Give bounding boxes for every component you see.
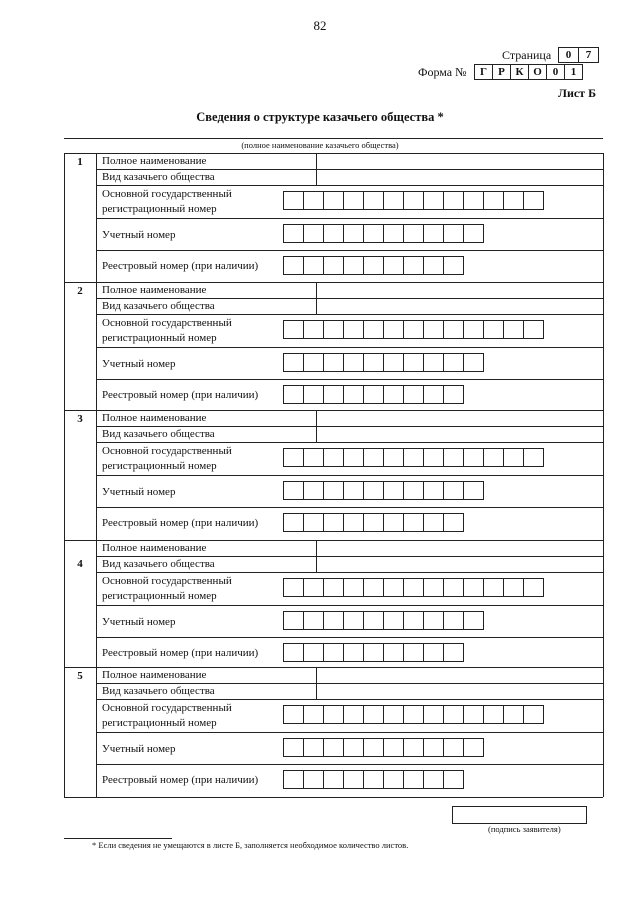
digit-box[interactable]: [343, 770, 364, 789]
row-separator: [96, 507, 603, 508]
digit-box[interactable]: [383, 353, 404, 372]
digit-box[interactable]: [363, 738, 384, 757]
footnote: * Если сведения не умещаются в листе Б, заполняется необходимое количество листов.: [92, 840, 409, 850]
digit-box[interactable]: [303, 770, 324, 789]
digit-box[interactable]: [403, 770, 424, 789]
digit-box[interactable]: [403, 320, 424, 339]
digit-box[interactable]: [383, 705, 404, 724]
digit-box[interactable]: [323, 770, 344, 789]
digit-box[interactable]: [443, 256, 464, 275]
digit-box[interactable]: [423, 224, 444, 243]
digit-box[interactable]: [303, 611, 324, 630]
row-separator: [96, 379, 603, 380]
ogrn-label: регистрационный номер: [102, 460, 217, 472]
digit-box[interactable]: [403, 578, 424, 597]
digit-box[interactable]: [423, 643, 444, 662]
digit-box[interactable]: [303, 448, 324, 467]
digit-box[interactable]: [283, 611, 304, 630]
ogrn-label: Основной государственный: [102, 575, 232, 587]
ogrn-label: регистрационный номер: [102, 332, 217, 344]
digit-box[interactable]: [463, 224, 484, 243]
digit-box[interactable]: [303, 191, 324, 210]
digit-box[interactable]: [363, 611, 384, 630]
digit-box[interactable]: [363, 385, 384, 404]
digit-box[interactable]: [463, 705, 484, 724]
account-number-boxes[interactable]: [283, 481, 484, 500]
digit-box[interactable]: [423, 481, 444, 500]
digit-box[interactable]: [423, 513, 444, 532]
digit-box[interactable]: [443, 320, 464, 339]
digit-box[interactable]: [323, 738, 344, 757]
full-name-field[interactable]: [317, 154, 602, 168]
page-number-cells: [558, 47, 599, 63]
ogrn-label: Основной государственный: [102, 188, 232, 200]
digit-box[interactable]: [323, 191, 344, 210]
registry-number-label: Реестровый номер (при наличии): [102, 389, 259, 401]
society-type-field[interactable]: [317, 427, 602, 441]
digit-box[interactable]: [423, 448, 444, 467]
account-number-boxes[interactable]: [283, 353, 484, 372]
digit-box[interactable]: [463, 353, 484, 372]
account-number-label: Учетный номер: [102, 486, 176, 498]
digit-box[interactable]: [283, 191, 304, 210]
ogrn-boxes[interactable]: [283, 578, 544, 597]
digit-box[interactable]: [343, 448, 364, 467]
digit-box[interactable]: [303, 738, 324, 757]
registry-number-label: Реестровый номер (при наличии): [102, 517, 259, 529]
registry-number-label: Реестровый номер (при наличии): [102, 260, 259, 272]
section-left-border: [64, 410, 65, 540]
digit-box[interactable]: [403, 448, 424, 467]
form-title: Сведения о структуре казачьего общества *: [196, 110, 444, 124]
digit-box[interactable]: [383, 320, 404, 339]
digit-box[interactable]: [443, 481, 464, 500]
digit-box[interactable]: [423, 256, 444, 275]
digit-box[interactable]: [283, 770, 304, 789]
digit-box[interactable]: [423, 385, 444, 404]
digit-box[interactable]: [323, 224, 344, 243]
society-type-label: Вид казачьего общества: [102, 685, 215, 697]
full-name-field[interactable]: [317, 541, 602, 555]
society-type-label: Вид казачьего общества: [102, 428, 215, 440]
digit-box[interactable]: [303, 578, 324, 597]
digit-box[interactable]: [283, 578, 304, 597]
registry-number-boxes[interactable]: [283, 770, 464, 789]
section-number: 3: [77, 413, 83, 425]
registry-number-boxes[interactable]: [283, 513, 464, 532]
digit-box[interactable]: [403, 738, 424, 757]
digit-box[interactable]: [383, 738, 404, 757]
digit-box[interactable]: [463, 611, 484, 630]
digit-box[interactable]: [503, 705, 524, 724]
account-number-label: Учетный номер: [102, 358, 176, 370]
digit-box[interactable]: [523, 191, 544, 210]
digit-box[interactable]: [283, 353, 304, 372]
row-separator: [96, 185, 603, 186]
digit-box[interactable]: [343, 643, 364, 662]
digit-box[interactable]: [463, 738, 484, 757]
digit-box[interactable]: [283, 643, 304, 662]
digit-box[interactable]: [443, 385, 464, 404]
digit-box[interactable]: [343, 353, 364, 372]
digit-box[interactable]: [343, 224, 364, 243]
ogrn-label: регистрационный номер: [102, 717, 217, 729]
digit-box[interactable]: [363, 643, 384, 662]
account-number-boxes[interactable]: [283, 611, 484, 630]
digit-box[interactable]: [323, 578, 344, 597]
form-code-cell: О: [528, 64, 547, 80]
digit-box[interactable]: [503, 320, 524, 339]
form-code-cell: 1: [564, 64, 583, 80]
section-right-border: [603, 282, 604, 410]
full-name-field[interactable]: [317, 411, 602, 425]
digit-box[interactable]: [503, 578, 524, 597]
form-label: Форма №: [418, 65, 467, 79]
digit-box[interactable]: [323, 611, 344, 630]
digit-box[interactable]: [303, 256, 324, 275]
digit-box[interactable]: [483, 578, 504, 597]
digit-box[interactable]: [303, 705, 324, 724]
number-column-border: [96, 540, 97, 667]
digit-box[interactable]: [403, 481, 424, 500]
digit-box[interactable]: [403, 353, 424, 372]
digit-box[interactable]: [283, 705, 304, 724]
page-label: Страница: [502, 48, 552, 62]
digit-box[interactable]: [403, 224, 424, 243]
digit-box[interactable]: [443, 513, 464, 532]
ogrn-label: Основной государственный: [102, 702, 232, 714]
full-name-field[interactable]: [317, 668, 602, 682]
digit-box[interactable]: [383, 770, 404, 789]
section-left-border: [64, 153, 65, 282]
society-type-label: Вид казачьего общества: [102, 300, 215, 312]
row-separator: [96, 699, 603, 700]
digit-box[interactable]: [443, 191, 464, 210]
digit-box[interactable]: [343, 705, 364, 724]
row-separator: [96, 637, 603, 638]
digit-box[interactable]: [383, 256, 404, 275]
digit-box[interactable]: [443, 705, 464, 724]
digit-box[interactable]: [403, 705, 424, 724]
digit-box[interactable]: [363, 705, 384, 724]
ogrn-label: регистрационный номер: [102, 590, 217, 602]
footnote-separator: [64, 838, 172, 839]
ogrn-boxes[interactable]: [283, 191, 544, 210]
digit-box[interactable]: [343, 513, 364, 532]
ogrn-label: Основной государственный: [102, 317, 232, 329]
society-name-line: [64, 138, 603, 139]
digit-box[interactable]: [343, 611, 364, 630]
digit-box[interactable]: [423, 705, 444, 724]
digit-box[interactable]: [443, 738, 464, 757]
registry-number-boxes[interactable]: [283, 643, 464, 662]
row-separator: [96, 732, 603, 733]
digit-box[interactable]: [323, 643, 344, 662]
digit-box[interactable]: [443, 448, 464, 467]
digit-box[interactable]: [363, 224, 384, 243]
society-type-label: Вид казачьего общества: [102, 171, 215, 183]
page-number: 82: [313, 18, 327, 33]
account-number-label: Учетный номер: [102, 616, 176, 628]
digit-box[interactable]: [463, 481, 484, 500]
digit-box[interactable]: [443, 770, 464, 789]
digit-box[interactable]: [363, 578, 384, 597]
digit-box[interactable]: [343, 191, 364, 210]
digit-box[interactable]: [283, 224, 304, 243]
ogrn-boxes[interactable]: [283, 448, 544, 467]
digit-box[interactable]: [423, 191, 444, 210]
section-number: 5: [77, 670, 83, 682]
society-type-label: Вид казачьего общества: [102, 558, 215, 570]
digit-box[interactable]: [343, 256, 364, 275]
row-separator: [96, 347, 603, 348]
digit-box[interactable]: [303, 385, 324, 404]
digit-box[interactable]: [403, 191, 424, 210]
digit-box[interactable]: [423, 353, 444, 372]
digit-box[interactable]: [323, 256, 344, 275]
digit-box[interactable]: [363, 513, 384, 532]
digit-box[interactable]: [323, 320, 344, 339]
digit-box[interactable]: [303, 224, 324, 243]
digit-box[interactable]: [383, 224, 404, 243]
full-name-label: Полное наименование: [102, 412, 207, 424]
digit-box[interactable]: [303, 320, 324, 339]
digit-box[interactable]: [383, 448, 404, 467]
digit-box[interactable]: [343, 481, 364, 500]
digit-box[interactable]: [403, 513, 424, 532]
row-separator: [96, 475, 603, 476]
digit-box[interactable]: [383, 385, 404, 404]
row-separator: [96, 764, 603, 765]
section-right-border: [603, 153, 604, 282]
digit-box[interactable]: [443, 578, 464, 597]
digit-box[interactable]: [443, 643, 464, 662]
form-code-cell: К: [510, 64, 529, 80]
section-number: 4: [77, 558, 83, 570]
account-number-label: Учетный номер: [102, 743, 176, 755]
account-number-boxes[interactable]: [283, 738, 484, 757]
full-name-label: Полное наименование: [102, 155, 207, 167]
section-number: 2: [77, 285, 83, 297]
digit-box[interactable]: [423, 770, 444, 789]
digit-box[interactable]: [443, 224, 464, 243]
registry-number-label: Реестровый номер (при наличии): [102, 774, 259, 786]
digit-box[interactable]: [323, 513, 344, 532]
digit-box[interactable]: [523, 705, 544, 724]
full-name-label: Полное наименование: [102, 284, 207, 296]
sheet-label: Лист Б: [558, 86, 597, 100]
digit-box[interactable]: [363, 448, 384, 467]
digit-box[interactable]: [403, 643, 424, 662]
digit-box[interactable]: [363, 481, 384, 500]
digit-box[interactable]: [283, 513, 304, 532]
page-digit-cell: 0: [558, 47, 579, 63]
digit-box[interactable]: [283, 256, 304, 275]
row-separator: [96, 572, 603, 573]
signature-caption: (подпись заявителя): [488, 824, 561, 834]
digit-box[interactable]: [503, 448, 524, 467]
digit-box[interactable]: [383, 611, 404, 630]
digit-box[interactable]: [443, 353, 464, 372]
digit-box[interactable]: [423, 611, 444, 630]
account-number-label: Учетный номер: [102, 229, 176, 241]
digit-box[interactable]: [383, 643, 404, 662]
digit-box[interactable]: [483, 448, 504, 467]
section-right-border: [603, 667, 604, 797]
digit-box[interactable]: [363, 353, 384, 372]
table-bottom-border: [64, 797, 603, 798]
digit-box[interactable]: [343, 738, 364, 757]
row-separator: [96, 250, 603, 251]
society-type-field[interactable]: [317, 170, 602, 184]
digit-box[interactable]: [423, 578, 444, 597]
digit-box[interactable]: [463, 191, 484, 210]
society-type-field[interactable]: [317, 557, 602, 571]
digit-box[interactable]: [483, 705, 504, 724]
account-number-boxes[interactable]: [283, 224, 484, 243]
digit-box[interactable]: [343, 578, 364, 597]
registry-number-boxes[interactable]: [283, 385, 464, 404]
row-separator: [96, 218, 603, 219]
digit-box[interactable]: [303, 513, 324, 532]
digit-box[interactable]: [363, 320, 384, 339]
digit-box[interactable]: [303, 481, 324, 500]
digit-box[interactable]: [283, 448, 304, 467]
section-right-border: [603, 540, 604, 667]
digit-box[interactable]: [283, 738, 304, 757]
full-name-field[interactable]: [317, 283, 602, 297]
section-right-border: [603, 410, 604, 540]
section-left-border: [64, 667, 65, 797]
row-separator: [96, 314, 603, 315]
digit-box[interactable]: [423, 320, 444, 339]
digit-box[interactable]: [463, 448, 484, 467]
digit-box[interactable]: [343, 320, 364, 339]
ogrn-label: регистрационный номер: [102, 203, 217, 215]
digit-box[interactable]: [423, 738, 444, 757]
digit-box[interactable]: [443, 611, 464, 630]
form-code-cell: Г: [474, 64, 493, 80]
digit-box[interactable]: [503, 191, 524, 210]
signature-box[interactable]: [452, 806, 587, 824]
ogrn-boxes[interactable]: [283, 705, 544, 724]
digit-box[interactable]: [383, 481, 404, 500]
form-code-cell: Р: [492, 64, 511, 80]
digit-box[interactable]: [363, 256, 384, 275]
digit-box[interactable]: [403, 256, 424, 275]
digit-box[interactable]: [403, 611, 424, 630]
section-number: 1: [77, 156, 83, 168]
ogrn-boxes[interactable]: [283, 320, 544, 339]
page-digit-cell: 7: [578, 47, 599, 63]
digit-box[interactable]: [323, 385, 344, 404]
digit-box[interactable]: [523, 448, 544, 467]
full-name-label: Полное наименование: [102, 669, 207, 681]
digit-box[interactable]: [343, 385, 364, 404]
digit-box[interactable]: [283, 385, 304, 404]
digit-box[interactable]: [303, 643, 324, 662]
digit-box[interactable]: [303, 353, 324, 372]
society-type-field[interactable]: [317, 684, 602, 698]
section-left-border: [64, 282, 65, 410]
society-type-field[interactable]: [317, 299, 602, 313]
digit-box[interactable]: [323, 705, 344, 724]
digit-box[interactable]: [483, 320, 504, 339]
digit-box[interactable]: [383, 513, 404, 532]
full-name-label: Полное наименование: [102, 542, 207, 554]
digit-box[interactable]: [363, 770, 384, 789]
form-code-cell: 0: [546, 64, 565, 80]
row-separator: [96, 442, 603, 443]
number-column-border: [96, 282, 97, 410]
digit-box[interactable]: [463, 578, 484, 597]
digit-box[interactable]: [283, 481, 304, 500]
digit-box[interactable]: [323, 481, 344, 500]
digit-box[interactable]: [463, 320, 484, 339]
digit-box[interactable]: [483, 191, 504, 210]
row-separator: [96, 605, 603, 606]
digit-box[interactable]: [323, 353, 344, 372]
digit-box[interactable]: [383, 578, 404, 597]
digit-box[interactable]: [523, 320, 544, 339]
ogrn-label: Основной государственный: [102, 445, 232, 457]
digit-box[interactable]: [283, 320, 304, 339]
form-code-cells: [474, 64, 583, 80]
digit-box[interactable]: [323, 448, 344, 467]
registry-number-boxes[interactable]: [283, 256, 464, 275]
digit-box[interactable]: [403, 385, 424, 404]
registry-number-label: Реестровый номер (при наличии): [102, 647, 259, 659]
digit-box[interactable]: [363, 191, 384, 210]
society-name-caption: (полное наименование казачьего общества): [241, 140, 399, 150]
digit-box[interactable]: [383, 191, 404, 210]
digit-box[interactable]: [523, 578, 544, 597]
